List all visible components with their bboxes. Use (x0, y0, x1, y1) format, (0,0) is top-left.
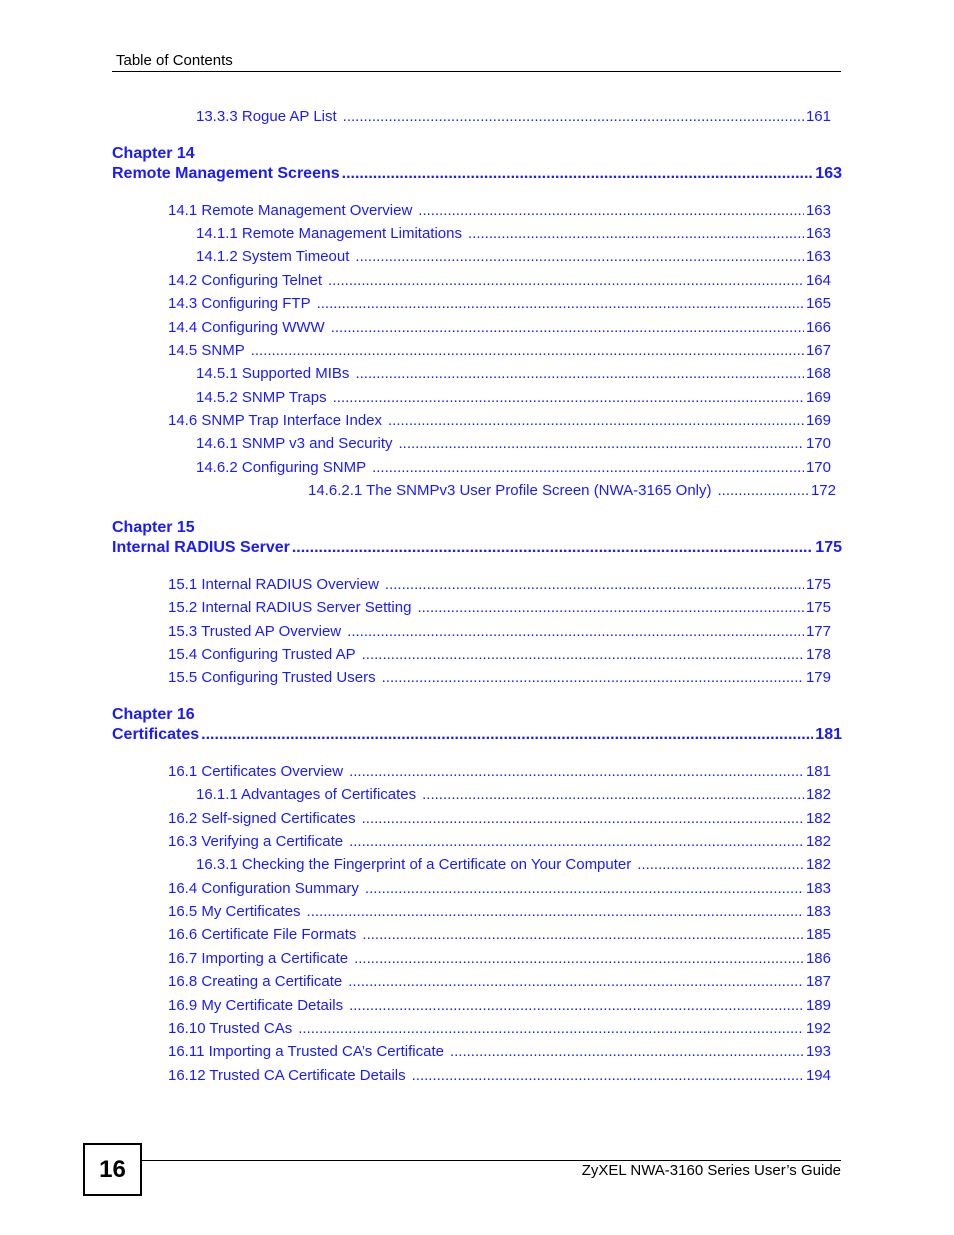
toc-leader (382, 669, 804, 687)
toc-entry-label: 14.1 Remote Management Overview (168, 202, 413, 219)
toc-leader (354, 950, 804, 968)
toc-entry-page: 163 (805, 248, 831, 265)
toc-leader (307, 903, 804, 921)
toc-entry-page: 168 (805, 365, 831, 382)
toc-leader (355, 248, 804, 266)
toc-leader (298, 1020, 804, 1038)
header-title: Table of Contents (116, 52, 233, 69)
toc-entry-14-6-1[interactable] (196, 435, 831, 453)
footer-rule (140, 1160, 841, 1161)
toc-entry-page: 182 (805, 786, 831, 803)
toc-entry-label: 16.3.1 Checking the Fingerprint of a Certificate on Your Computer (196, 856, 632, 873)
toc-entry-16-4[interactable] (168, 880, 831, 898)
toc-entry-label: 14.5.2 SNMP Traps (196, 389, 327, 406)
toc-entry-14-5-2[interactable] (196, 389, 831, 407)
toc-entry-label: 14.6 SNMP Trap Interface Index (168, 412, 383, 429)
toc-entry-label: 16.9 My Certificate Details (168, 997, 344, 1014)
toc-entry-14-4[interactable] (168, 319, 831, 337)
toc-entry-page: 179 (805, 669, 831, 686)
toc-entry-label: 16.10 Trusted CAs (168, 1020, 293, 1037)
toc-entry-14-3[interactable] (168, 295, 831, 313)
toc-leader (201, 725, 813, 744)
chapter-page: 175 (815, 539, 842, 556)
toc-leader (362, 646, 804, 664)
toc-entry-page: 166 (805, 319, 831, 336)
toc-entry-page: 163 (805, 225, 831, 242)
toc-entry-page: 186 (805, 950, 831, 967)
chapter-15-title-link[interactable] (112, 538, 842, 557)
toc-entry-16-10[interactable] (168, 1020, 831, 1038)
chapter-title: Certificates (112, 726, 200, 743)
toc-leader (399, 435, 804, 453)
page-number: 16 (83, 1143, 142, 1196)
toc-entry-14-5[interactable] (168, 342, 831, 360)
toc-entry-page: 170 (805, 459, 831, 476)
toc-entry-14-6-2[interactable] (196, 459, 831, 477)
toc-entry-label: 15.3 Trusted AP Overview (168, 623, 342, 640)
toc-leader (343, 108, 804, 126)
toc-leader (417, 599, 804, 617)
toc-entry-page: 185 (805, 926, 831, 943)
toc-entry-label: 16.2 Self-signed Certificates (168, 810, 356, 827)
toc-leader (362, 926, 804, 944)
toc-entry-16-8[interactable] (168, 973, 831, 991)
toc-leader (365, 880, 804, 898)
chapter-page: 163 (815, 165, 842, 182)
toc-entry-label: 14.4 Configuring WWW (168, 319, 325, 336)
toc-entry-label: 14.6.2.1 The SNMPv3 User Profile Screen (NWA-3165 Only) (308, 482, 712, 499)
toc-entry-page: 181 (805, 763, 831, 780)
toc-entry-label: 16.1.1 Advantages of Certificates (196, 786, 417, 803)
toc-entry-page: 178 (805, 646, 831, 663)
toc-leader (349, 997, 804, 1015)
toc-entry-label: 14.3 Configuring FTP (168, 295, 311, 312)
toc-leader (372, 459, 804, 477)
toc-entry-label: 14.6.2 Configuring SNMP (196, 459, 367, 476)
toc-leader (349, 833, 804, 851)
toc-entry-14-5-1[interactable] (196, 365, 831, 383)
toc-leader (317, 295, 804, 313)
toc-entry-page: 187 (805, 973, 831, 990)
toc-entry-page: 165 (805, 295, 831, 312)
toc-leader (362, 810, 804, 828)
toc-entry-16-6[interactable] (168, 926, 831, 944)
toc-entry-label: 14.6.1 SNMP v3 and Security (196, 435, 393, 452)
toc-entry-page: 175 (805, 576, 831, 593)
toc-entry-15-2[interactable] (168, 599, 831, 617)
header-rule (112, 71, 841, 72)
toc-entry-label: 14.5 SNMP (168, 342, 245, 359)
toc-leader (331, 319, 804, 337)
toc-leader (292, 538, 813, 557)
toc-entry-page: 169 (805, 389, 831, 406)
toc-entry-14-2[interactable] (168, 272, 831, 290)
toc-entry-label: 16.8 Creating a Certificate (168, 973, 343, 990)
toc-entry-14-1-2[interactable] (196, 248, 831, 266)
toc-leader (355, 365, 804, 383)
toc-entry-16-1-1[interactable] (196, 786, 831, 804)
toc-entry-page: 183 (805, 903, 831, 920)
toc-entry-16-3[interactable] (168, 833, 831, 851)
toc-leader (418, 202, 804, 220)
toc-entry-page: 175 (805, 599, 831, 616)
toc-entry-16-11[interactable] (168, 1043, 831, 1061)
toc-entry-page: 161 (805, 108, 831, 125)
toc-leader (388, 412, 804, 430)
footer-guide-title: ZyXEL NWA-3160 Series User’s Guide (581, 1162, 841, 1179)
toc-entry-15-1[interactable] (168, 576, 831, 594)
toc-entry-page: 164 (805, 272, 831, 289)
chapter-14-label: Chapter 14 (112, 145, 195, 162)
toc-entry-label: 16.6 Certificate File Formats (168, 926, 357, 943)
toc-entry-label: 16.7 Importing a Certificate (168, 950, 349, 967)
toc-leader (328, 272, 804, 290)
toc-entry-label: 14.2 Configuring Telnet (168, 272, 322, 289)
toc-entry-page: 182 (805, 833, 831, 850)
toc-entry-label: 14.1.1 Remote Management Limitations (196, 225, 462, 242)
toc-leader (718, 482, 809, 500)
toc-leader (251, 342, 804, 360)
toc-entry-label: 14.1.2 System Timeout (196, 248, 350, 265)
toc-entry-label: 15.2 Internal RADIUS Server Setting (168, 599, 412, 616)
toc-leader (349, 763, 804, 781)
chapter-page: 181 (815, 726, 842, 743)
toc-entry-label: 16.3 Verifying a Certificate (168, 833, 344, 850)
toc-entry-page: 183 (805, 880, 831, 897)
toc-entry-16-5[interactable] (168, 903, 831, 921)
toc-entry-page: 170 (805, 435, 831, 452)
toc-leader (342, 164, 814, 183)
toc-entry-14-1-1[interactable] (196, 225, 831, 243)
toc-entry-page: 177 (805, 623, 831, 640)
toc-entry-16-3-1[interactable] (196, 856, 831, 874)
toc-entry-15-3[interactable] (168, 623, 831, 641)
toc-entry-label: 15.1 Internal RADIUS Overview (168, 576, 379, 593)
toc-leader (450, 1043, 804, 1061)
toc-entry-page: 182 (805, 810, 831, 827)
toc-leader (347, 623, 804, 641)
chapter-title: Remote Management Screens (112, 165, 340, 182)
toc-entry-14-6-2-1[interactable] (308, 482, 836, 500)
toc-entry-14-6[interactable] (168, 412, 831, 430)
chapter-14-title-link[interactable] (112, 164, 842, 183)
toc-leader (385, 576, 804, 594)
toc-entry-page: 172 (810, 482, 836, 499)
toc-entry-15-4[interactable] (168, 646, 831, 664)
toc-entry-page: 167 (805, 342, 831, 359)
toc-entry-page: 194 (805, 1067, 831, 1084)
toc-entry-16-1[interactable] (168, 763, 831, 781)
chapter-15-label: Chapter 15 (112, 519, 195, 536)
chapter-16-title-link[interactable] (112, 725, 842, 744)
toc-leader (333, 389, 804, 407)
toc-entry-label: 14.5.1 Supported MIBs (196, 365, 350, 382)
toc-entry-page: 163 (805, 202, 831, 219)
toc-leader (468, 225, 804, 243)
chapter-title: Internal RADIUS Server (112, 539, 290, 556)
toc-leader (637, 856, 804, 874)
toc-leader (412, 1067, 804, 1085)
toc-entry-page: 192 (805, 1020, 831, 1037)
toc-entry-page: 169 (805, 412, 831, 429)
toc-entry-13-3-3[interactable] (196, 108, 831, 126)
toc-entry-label: 16.12 Trusted CA Certificate Details (168, 1067, 406, 1084)
toc-entry-label: 16.11 Importing a Trusted CA’s Certificate (168, 1043, 444, 1060)
toc-entry-16-12[interactable] (168, 1067, 831, 1085)
toc-entry-page: 189 (805, 997, 831, 1014)
toc-entry-16-9[interactable] (168, 997, 831, 1015)
toc-entry-label: 13.3.3 Rogue AP List (196, 108, 337, 125)
toc-entry-label: 16.4 Configuration Summary (168, 880, 359, 897)
toc-entry-15-5[interactable] (168, 669, 831, 687)
toc-entry-16-2[interactable] (168, 810, 831, 828)
chapter-16-label: Chapter 16 (112, 706, 195, 723)
toc-entry-label: 15.4 Configuring Trusted AP (168, 646, 356, 663)
toc-entry-14-1[interactable] (168, 202, 831, 220)
toc-entry-label: 16.1 Certificates Overview (168, 763, 344, 780)
toc-entry-label: 16.5 My Certificates (168, 903, 301, 920)
toc-entry-page: 182 (805, 856, 831, 873)
toc-entry-16-7[interactable] (168, 950, 831, 968)
toc-entry-page: 193 (805, 1043, 831, 1060)
toc-leader (422, 786, 804, 804)
toc-leader (348, 973, 804, 991)
toc-entry-label: 15.5 Configuring Trusted Users (168, 669, 376, 686)
